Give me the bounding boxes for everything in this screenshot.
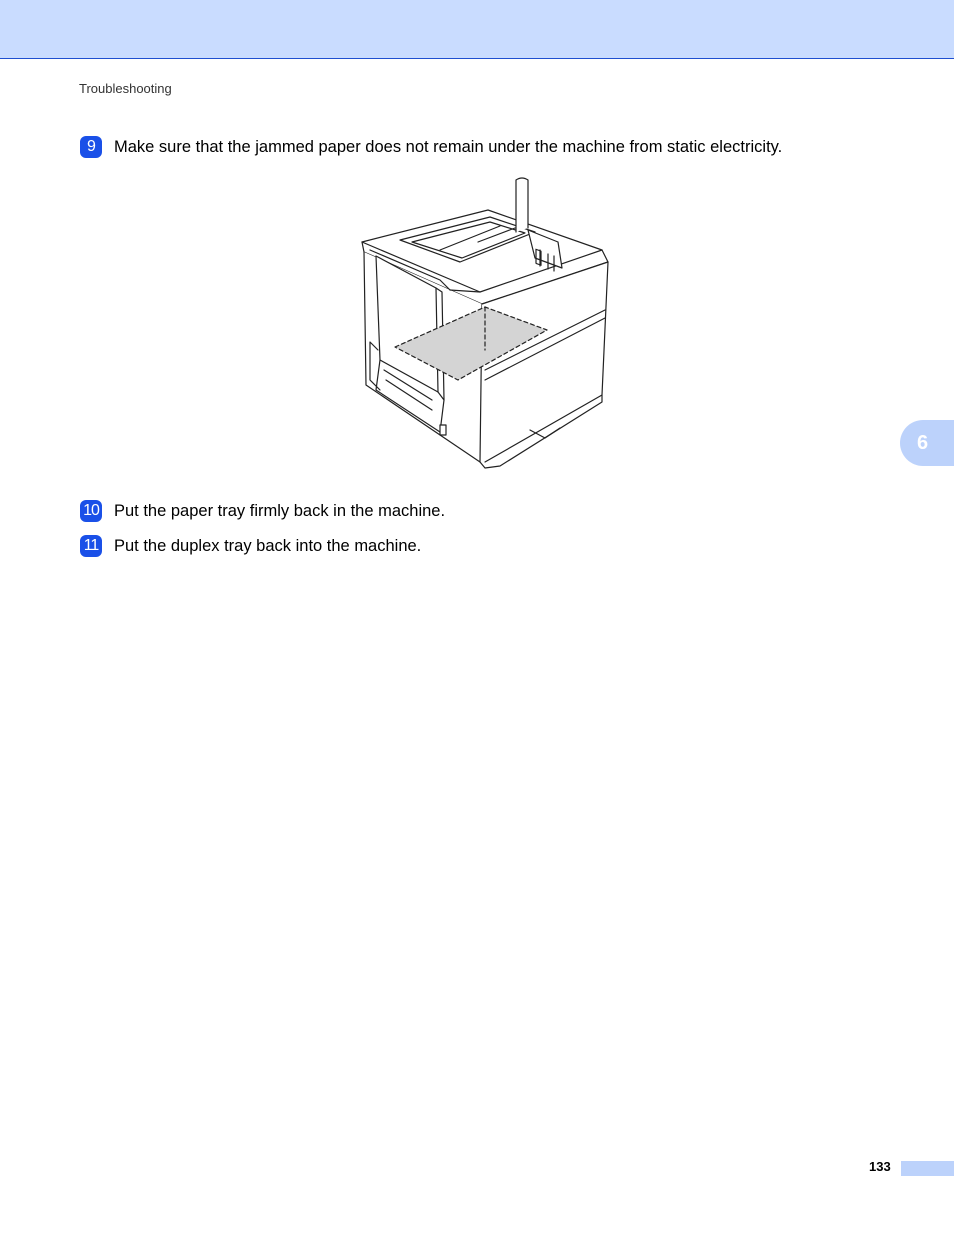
top-header-band [0, 0, 954, 59]
printer-illustration [340, 170, 640, 475]
step-text: Make sure that the jammed paper does not remain under the machine from static electricity. [114, 137, 783, 156]
chapter-tab-label: 6 [917, 431, 929, 454]
step-11 [80, 535, 421, 557]
step-number-badge: 9 [80, 136, 102, 158]
step-text: Put the paper tray firmly back in the machine. [114, 501, 446, 520]
step-9 [80, 136, 782, 158]
page-number-bar [901, 1161, 954, 1176]
step-number-badge: 11 [80, 535, 102, 557]
running-header: Troubleshooting [79, 81, 172, 96]
step-10 [80, 500, 445, 522]
step-number-badge: 10 [80, 500, 102, 522]
chapter-tab[interactable] [900, 420, 954, 466]
step-text: Put the duplex tray back into the machine. [114, 536, 422, 555]
page-number: 133 [869, 1159, 891, 1174]
